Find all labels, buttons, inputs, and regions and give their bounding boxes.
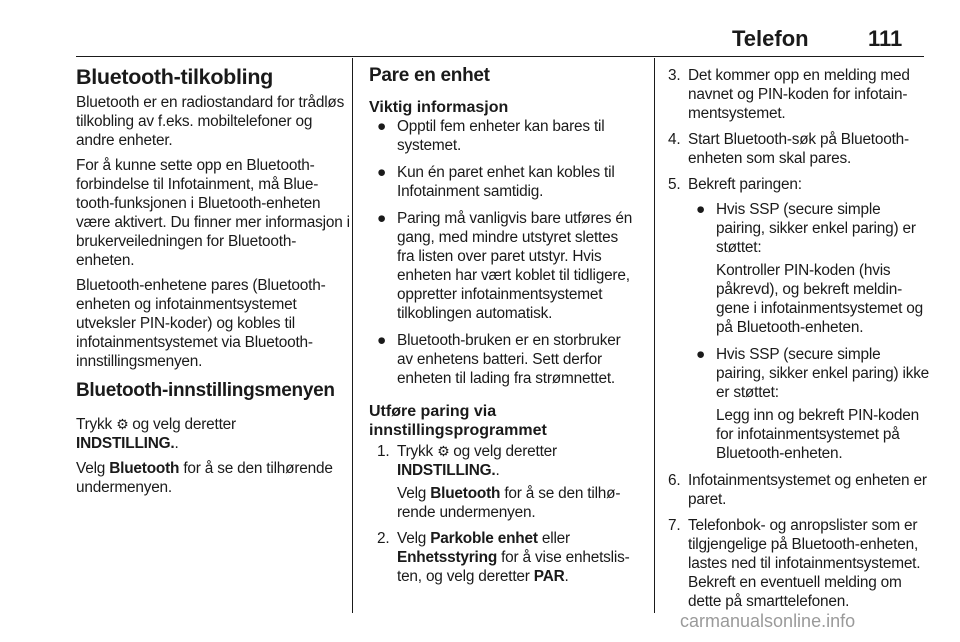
header-divider [76,56,924,57]
list-item: 6. Infotainmentsystemet og enheten er paret. [668,472,927,508]
list-item: 7. Telefonbok- og anropslister som er tilgjengelige på Bluetooth-enheten, lastes ned til infotainmentsystemet. Bekreft en eventuell melding om dette på smarttelefonen. [668,517,921,610]
ssp-bullet-list [688,200,930,463]
list-item: ● Opptil fem enheter kan bares til systemet. [377,118,605,154]
pairing-steps-list [369,442,639,586]
list-item: 4. Start Bluetooth-søk på Bluetooth-enheten som skal pares. [668,131,909,167]
paragraph-pairing: Bluetooth-enhetene pares (Bluetooth-enheten og infotainmentsystemet utveksler PIN-koder) og kobles til infotainmentsystemet via Bluetooth-innstillingsmenyen. [76,277,326,370]
column-left [76,63,350,503]
bluetooth-heading: Bluetooth-tilkobling [76,65,274,89]
list-item: ● Hvis SSP (secure simple pairing, sikker enkel paring) ikke er støttet: Legg inn og bekreft PIN-koden for infotainmentsystemet på Bluetooth-enheten. [696,346,930,462]
pair-device-heading: Pare en enhet [369,65,490,86]
column-middle [369,63,639,593]
page-number: 111 [868,26,903,51]
bullet-icon: ● [377,332,387,349]
bullet-icon: ● [377,164,387,181]
bullet-icon: ● [377,118,387,135]
list-item: ● Hvis SSP (secure simple pairing, sikker enkel paring) er støttet: Kontroller PIN-koden (hvis påkrevd), og bekreft meldingene i infotainmentsystemet og på Bluetooth-enheten. [696,201,924,336]
bullet-icon: ● [696,346,706,363]
settings-menu-heading: Bluetooth-innstillingsmenyen [76,380,335,401]
list-item: ● Paring må vanligvis bare utføres én gang, med mindre utstyret slettes fra listen over paret utstyr. Hvis enheten har vært koblet til tidligere, oppretter infotainmentsystemet tilkoblingen automatisk. [377,210,633,322]
column-divider-2 [654,58,655,613]
page-header [0,0,960,60]
list-item: 1. Trykk ⚙ og velg deretter INDSTILLING.. Velg Bluetooth for å se den tilhørende undermenyen. [377,443,621,521]
page-section-title: Telefon [732,26,809,51]
step-select-bluetooth: Velg Bluetooth for å se den tilhørende undermenyen. [76,460,333,496]
info-bullet-list [369,117,639,388]
settings-icon: ⚙ [116,416,129,432]
settings-icon: ⚙ [437,443,450,459]
list-item: 2. Velg Parkoble enhet eller Enhetsstyring for å vise enhetslisten, og velg deretter PAR. [377,530,630,585]
column-right [668,66,930,618]
step-press-settings: Trykk ⚙ og velg deretter INDSTILLING.. [76,416,236,452]
pairing-procedure-heading: Utføre paring via innstillingsprogrammet [369,403,547,439]
paragraph-intro: Bluetooth er en radiostandard for trådløs tilkobling av f.eks. mobiltelefoner og andre enheter. [76,94,345,149]
pairing-steps-continued [668,66,930,611]
bullet-icon: ● [696,201,706,218]
bullet-icon: ● [377,210,387,227]
list-item: 3. Det kommer opp en melding med navnet og PIN-koden for infotainmentsystemet. [668,67,910,122]
watermark: carmanualsonline.info [680,611,856,631]
list-item: ● Kun én paret enhet kan kobles til Infotainment samtidig. [377,164,615,200]
list-item: 5. Bekreft paringen: ● Hvis SSP (secure simple pairing, sikker enkel paring) er støttet: Kontroller PIN-koden (hvis påkrevd), og bekreft meldingene i infotainmentsystemet og på Bluetooth-enheten. ● Hvis SSP (secure simple pairing, sikker enkel paring) ikke er støttet: Legg inn og bekreft PIN-koden for infotainmentsystemet på Bluetooth-enheten. [668,176,930,462]
list-item: ● Bluetooth-bruken er en storbruker av enhetens batteri. Sett derfor enheten til lading fra strømnettet. [377,332,621,387]
column-divider-1 [352,58,353,613]
important-info-heading: Viktig informasjon [369,99,509,116]
paragraph-activation: For å kunne sette opp en Bluetooth-forbindelse til Infotainment, må Bluetooth-funksjonen i Bluetooth-enheten være aktivert. Du finner mer informasjon i brukerveiledningen for Bluetooth-enheten. [76,157,350,269]
